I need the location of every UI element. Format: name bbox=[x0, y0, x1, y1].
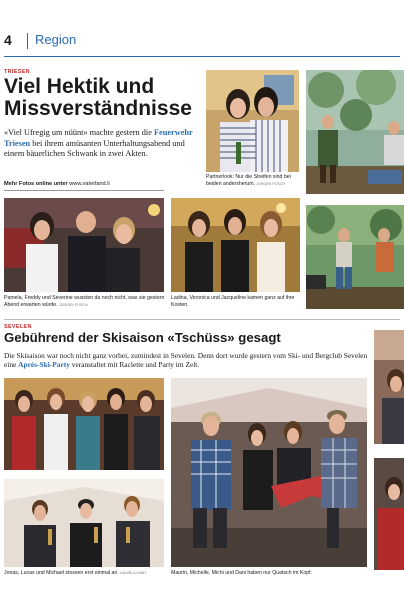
article2-kicker: SEVELEN bbox=[4, 324, 32, 330]
photo-trio bbox=[4, 198, 164, 292]
header-rule bbox=[4, 56, 400, 57]
article1-lead-part1: «Viel Ufregig um nüünt» machte gestern die bbox=[4, 128, 154, 137]
article2-headline: Gebührend der Skisaison «Tschüss» gesagt bbox=[4, 330, 281, 345]
caption-partnerlook-text: Partnerlook: Nur die Streifen sind bei beiden andersherum. bbox=[206, 174, 291, 187]
section-title: Region bbox=[35, 32, 77, 47]
article1-lead bbox=[4, 128, 202, 160]
page-header bbox=[4, 28, 400, 54]
caption-maurin: Maurin, Michelle, Michi und Dani haben nur Quatsch im Kopf. bbox=[171, 570, 312, 576]
header-separator bbox=[27, 33, 28, 49]
photo-ladina bbox=[171, 198, 300, 292]
caption-jonas-credit: DANIELA LIBBY bbox=[120, 571, 147, 575]
article2-lead-part2: veranstaltet mit Raclette und Party im Zelt. bbox=[69, 360, 200, 370]
photo-stage-bottom bbox=[306, 205, 404, 309]
caption-jonas bbox=[4, 570, 166, 577]
article1-lead-highlight: Feuerwehr Triesen bbox=[4, 128, 193, 148]
caption-jonas-text: Jonas, Lucas und Michael stossen erst einmal an. bbox=[4, 570, 119, 576]
caption-trio-text: Pamela, Freddy und Severine wussten da noch nicht, was sie gestern Abend erwarten würde. bbox=[4, 295, 165, 308]
more-photos-rule bbox=[4, 190, 164, 191]
article1-kicker: TRIESEN bbox=[4, 69, 30, 75]
photo-jonas bbox=[4, 479, 164, 567]
photo-edge-top bbox=[374, 330, 404, 444]
article2-lead-part1: Die Skisaison war noch nicht ganz vorbei, zumindest in Sevelen. Denn dort wurde gestern vom Ski- und Bergclub Sevelen eine bbox=[4, 351, 368, 370]
page-number: 4 bbox=[4, 32, 12, 48]
article-divider bbox=[4, 319, 400, 320]
article1-headline: Viel Hektik und Missverständnisse bbox=[4, 75, 192, 120]
caption-ladina: Ladina, Veronica und Jacqueline kamen ganz auf ihre Kosten. bbox=[171, 295, 295, 308]
more-photos-link[interactable]: www.vaterland.li bbox=[69, 181, 110, 187]
article1-lead-part2: bei ihrem amüsanten Unterhaltungsabend und einem bäuerlichen Schwank in zwei Akten. bbox=[4, 138, 185, 159]
caption-partnerlook-credit: JÜRGEN POSCH bbox=[256, 181, 286, 186]
photo-party-women bbox=[4, 378, 164, 470]
photo-maurin bbox=[171, 378, 367, 567]
more-photos-label: Mehr Fotos online unter bbox=[4, 181, 70, 187]
photo-partnerlook bbox=[206, 70, 299, 172]
article2-lead bbox=[4, 351, 372, 370]
photo-stage-top bbox=[306, 70, 404, 194]
caption-trio-credit: JÜRGEN POSCH bbox=[59, 302, 88, 307]
more-photos-line bbox=[4, 181, 164, 187]
article2-lead-highlight: Après-Ski-Party bbox=[18, 360, 70, 370]
photo-edge-bottom bbox=[374, 458, 404, 570]
caption-trio bbox=[4, 295, 166, 308]
caption-partnerlook bbox=[206, 174, 301, 187]
